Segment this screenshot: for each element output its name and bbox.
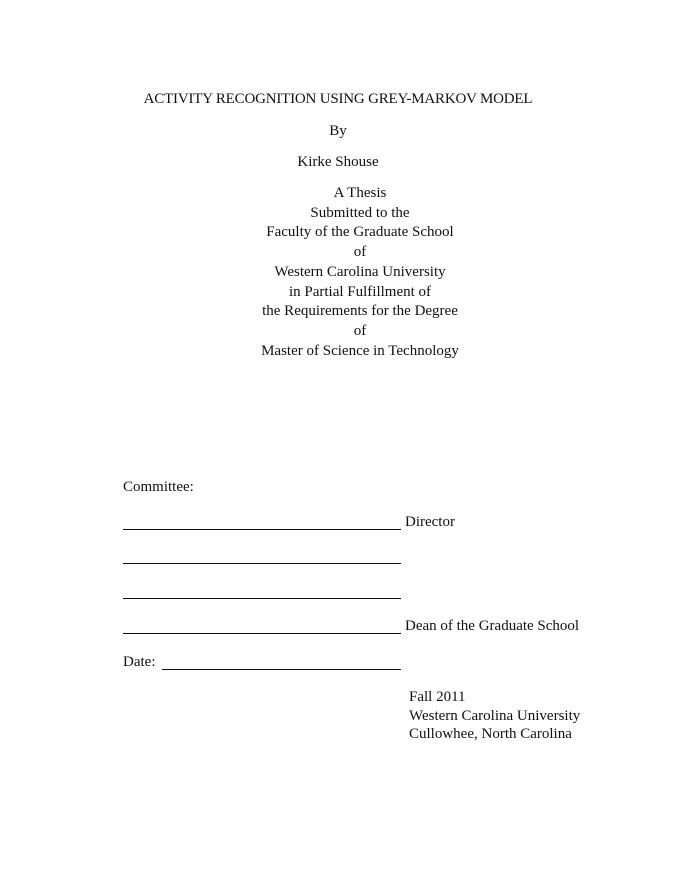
- signature-role: Director: [405, 514, 455, 530]
- term: Fall 2011: [409, 689, 466, 705]
- signature-line: [123, 633, 401, 634]
- signature-line: [123, 529, 401, 530]
- statement-line: Master of Science in Technology: [261, 342, 459, 359]
- date-row: [123, 654, 423, 674]
- by-line: By: [329, 123, 347, 139]
- signature-line: [123, 598, 401, 599]
- statement-line: in Partial Fulfillment of: [288, 283, 432, 300]
- statement-line: Submitted to the: [310, 204, 410, 221]
- statement-line: A Thesis: [333, 185, 387, 201]
- signature-row-member: [123, 548, 603, 568]
- thesis-title: ACTIVITY RECOGNITION USING GREY-MARKOV MODEL: [143, 91, 533, 107]
- submission-statement: [0, 184, 676, 361]
- statement-line: of: [353, 322, 367, 339]
- committee-label: Committee:: [123, 479, 194, 495]
- date-label: Date:: [123, 654, 156, 670]
- footer-block: [409, 688, 580, 744]
- university-name: Western Carolina University: [409, 707, 581, 724]
- signature-row-dean: [123, 618, 603, 638]
- statement-line: the Requirements for the Degree: [262, 303, 458, 320]
- location: Cullowhee, North Carolina: [409, 726, 572, 743]
- statement-line: Western Carolina University: [274, 263, 446, 280]
- statement-line: Faculty of the Graduate School: [266, 224, 454, 241]
- signature-row-director: [123, 514, 603, 534]
- date-line: [162, 669, 401, 670]
- signature-row-member: [123, 583, 603, 603]
- statement-line: of: [353, 244, 367, 261]
- signature-role: Dean of the Graduate School: [405, 618, 580, 634]
- signature-line: [123, 563, 401, 564]
- author-name: Kirke Shouse: [297, 154, 379, 170]
